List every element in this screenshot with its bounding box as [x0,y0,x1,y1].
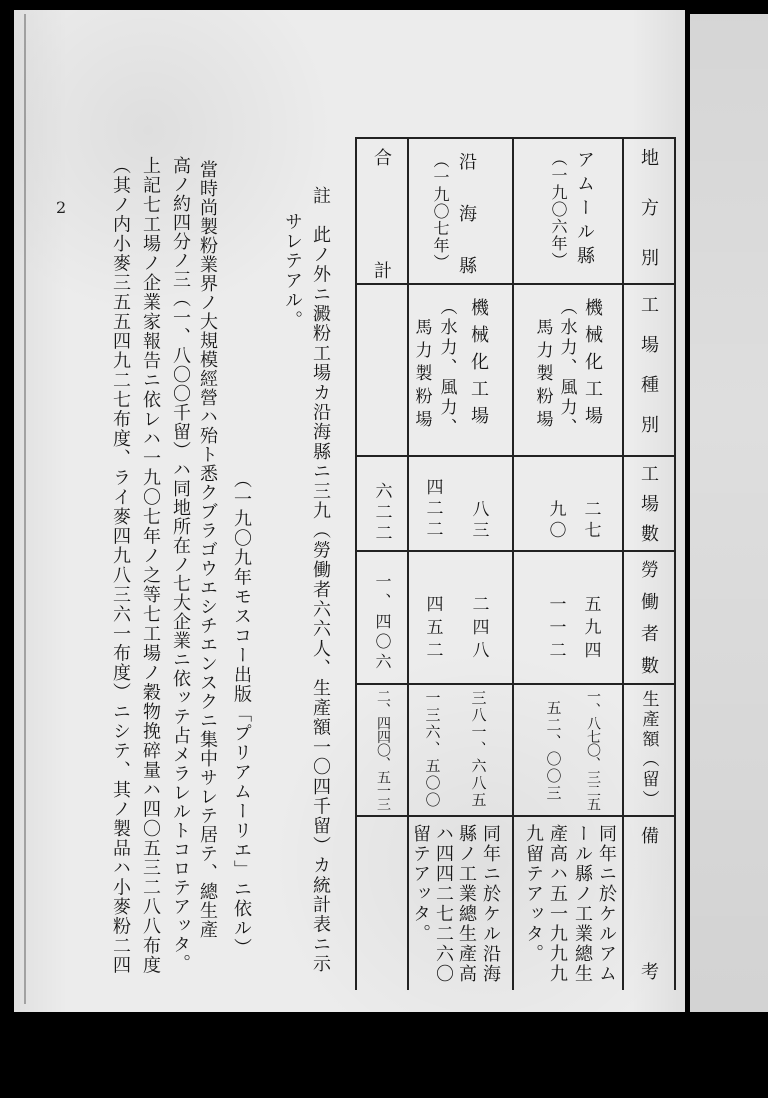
table-rule-workers-row [355,683,676,685]
table-rule-total-divider [407,137,409,990]
source-citation: （一九〇九年モスコー出版「プリアムーリエ」ニ依ル） [231,470,252,958]
table-rule-count-row [355,550,676,552]
amur-region: アムール縣 [574,150,595,270]
page-number: 2 [56,198,67,217]
table-rule-left [355,137,357,990]
header-workers: 勞働者數 [638,560,659,688]
amur-count-mills: 九〇 [545,500,566,542]
table-rule-region-row [355,283,676,285]
primorye-type-mills-line2: 馬力製粉場 [411,318,432,433]
primorye-type-mills-line1: （水力、風力、 [436,298,457,438]
primorye-count-mills: 四二二 [422,478,443,541]
amur-production-mills: 五二、〇〇三 [544,700,563,802]
primorye-production-mills: 一三六、五〇〇 [423,690,442,809]
table-rule-production-row [355,815,676,817]
header-factory-count: 工場數 [638,464,659,554]
amur-type-mills-line1: （水力、風力、 [556,298,577,438]
header-production: 生產額（留） [638,690,659,810]
header-remarks: 備考 [638,826,659,1098]
amur-remarks-line: ール縣ノ工業總生 [572,824,593,984]
total-production: 二、四四〇、五一三 [375,689,391,811]
total-count: 六二二 [371,482,392,545]
total-workers: 一、四〇六 [373,573,392,673]
primorye-remarks-line: 縣ノ工業總生產高 [456,824,477,984]
amur-count-mechanized: 二七 [580,500,601,542]
table-rule-type-row [355,455,676,457]
amur-type-mechanized: 機械化工場 [582,298,603,433]
scan-edge-shadow [24,14,26,1004]
total-label: 合計 [371,148,392,374]
note-line: サレテアル。 [282,212,303,331]
amur-remarks-line: 產高ハ五一九九九 [547,824,568,984]
body-line: 當時尚製粉業界ノ大規模經營ハ殆ト悉クブラゴウエシチエンスクニ集中サレテ居テ、總生產 [197,160,218,939]
amur-remarks-line: 同年ニ於ケルアム [596,824,617,984]
note-line: 註 此ノ外ニ澱粉工場カ沿海縣ニ三九（勞働者六六人、生產額一〇四千留）カ統計表ニ示 [310,186,331,974]
primorye-region: 沿海縣 [456,152,477,308]
table-rule-top [355,137,676,139]
header-region: 地方別 [638,148,659,298]
body-line: （其ノ内小麥三五五四九二七布度、ライ麥四九八三六一布度）ニシテ、其ノ製品ハ小麥粉二四 [110,156,131,975]
amur-remarks-line: 九留テアッタ。 [523,824,544,964]
adjacent-page-strip [690,14,768,1012]
table-rule-primorye-divider [512,137,514,990]
primorye-remarks-line: 同年ニ於ケル沿海 [480,824,501,984]
amur-workers-mechanized: 五九四 [580,595,601,664]
amur-type-mills-line2: 馬力製粉場 [532,318,553,433]
primorye-remarks-line: ハ四四二七二六〇 [433,824,454,984]
table-rule-header-divider [622,137,624,990]
amur-year: （一九〇六年） [549,150,568,269]
primorye-count-mechanized: 八三 [468,500,489,542]
body-line: 上記七工場ノ企業家報告ニ依レハ一九〇七年ノ之等七工場ノ穀物挽碎量ハ四〇五三二八八布度 [140,156,161,975]
primorye-year: （一九〇七年） [431,152,450,271]
amur-workers-mills: 一一二 [545,595,566,664]
body-line: 高ノ約四分ノ三（一、八〇〇千留）ハ同地所在ノ七大企業ニ依ッテ占メラレルトコロテアッタ。 [170,156,191,973]
primorye-remarks-line: 留テアッタ。 [410,824,431,944]
header-factory-type: 工場種別 [638,295,659,455]
primorye-workers-mechanized: 二四八 [468,595,489,664]
amur-production-mechanized: 一、八七〇、三二五 [585,689,601,811]
table-rule-right [674,137,676,990]
primorye-workers-mills: 四五二 [422,595,443,664]
primorye-type-mechanized: 機械化工場 [468,298,489,433]
primorye-production-mechanized: 三八一、六八五 [469,690,488,809]
